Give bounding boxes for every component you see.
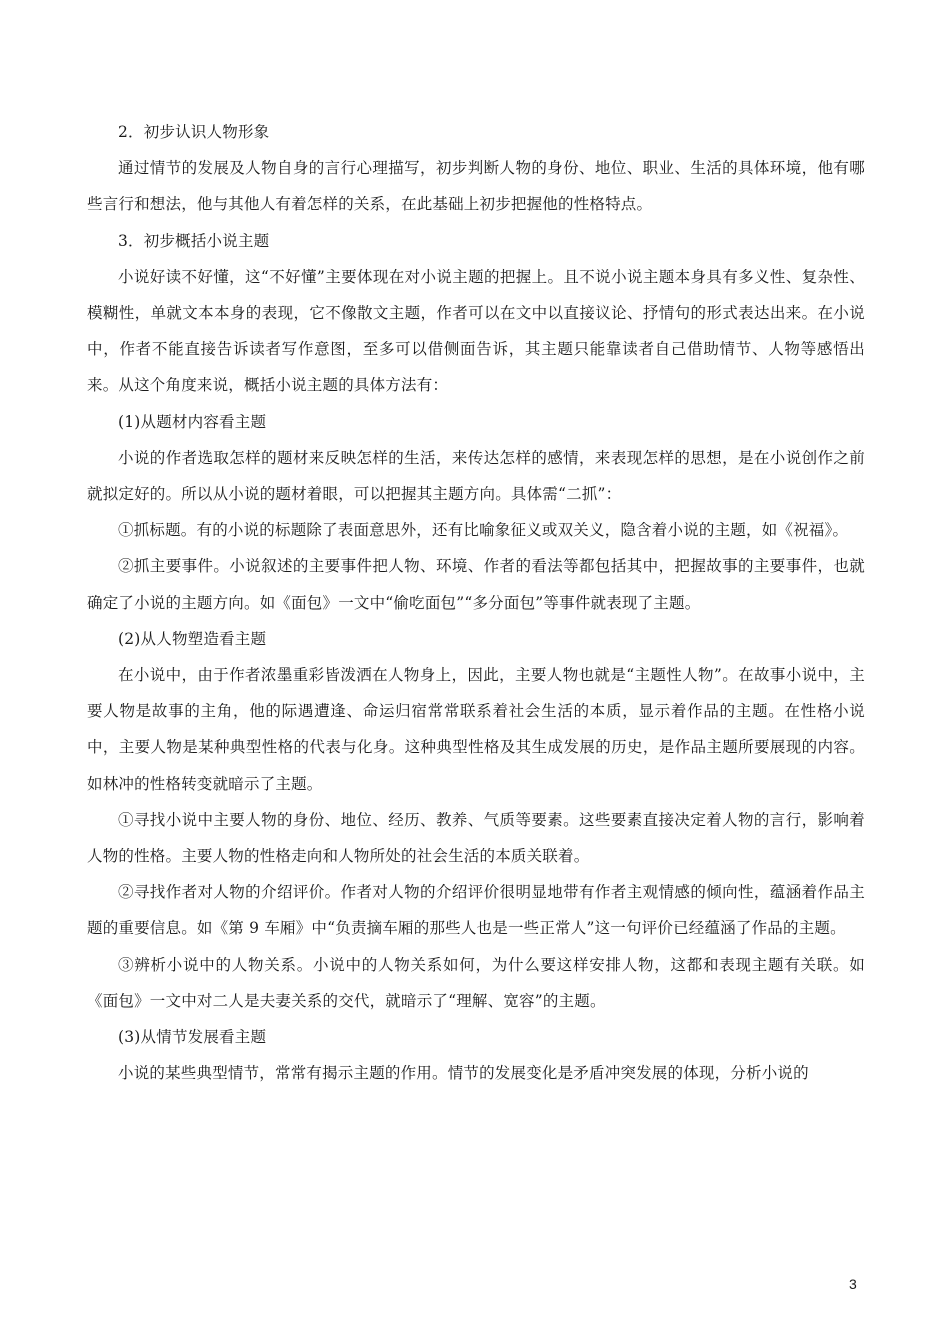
subheading-plot-development: (3)从情节发展看主题 <box>118 1028 267 1047</box>
list-item-author-evaluation: ②寻找作者对人物的介绍评价。作者对人物的介绍评价很明显地带有作者主观情感的倾向性，蕴涵着作品主题的重要信息。如《第 9 车厢》中“负责摘车厢的那些人也是一些正常人”这一句评价已经蕴涵了作品的主题。 <box>87 883 865 938</box>
paragraph-characterization: 在小说中，由于作者浓墨重彩皆泼洒在人物身上，因此，主要人物也就是“主题性人物”。在故事小说中，主要人物是故事的主角，他的际遇遭逢、命运归宿常常联系着社会生活的本质，显示着作品的主题。在性格小说中，主要人物是某种典型性格的代表与化身。这种典型性格及其生成发展的历史，是作品主题所要展现的内容。如林冲的性格转变就暗示了主题。 <box>87 666 865 793</box>
subheading-subject-matter: (1)从题材内容看主题 <box>118 412 267 431</box>
list-item-main-events: ②抓主要事件。小说叙述的主要事件把人物、环境、作者的看法等都包括其中，把握故事的主要事件，也就确定了小说的主题方向。如《面包》一文中“偷吃面包”“多分面包”等事件就表现了主题。 <box>87 557 865 612</box>
section-heading-novel-theme: 3．初步概括小说主题 <box>118 231 270 250</box>
paragraph-plot-development: 小说的某些典型情节，常常有揭示主题的作用。情节的发展变化是矛盾冲突发展的体现，分析小说的 <box>118 1064 809 1083</box>
list-item-character-identity: ①寻找小说中主要人物的身份、地位、经历、教养、气质等要素。这些要素直接决定着人物的言行，影响着人物的性格。主要人物的性格走向和人物所处的社会生活的本质关联着。 <box>87 810 865 866</box>
document-body <box>87 114 865 1091</box>
subheading-characterization: (2)从人物塑造看主题 <box>118 629 267 648</box>
paragraph-character-judgment: 通过情节的发展及人物自身的言行心理描写，初步判断人物的身份、地位、职业、生活的具体环境，他有哪些言行和想法，他与其他人有着怎样的关系，在此基础上初步把握他的性格特点。 <box>87 159 865 214</box>
list-item-title: ①抓标题。有的小说的标题除了表面意思外，还有比喻象征义或双关义，隐含着小说的主题，如《祝福》。 <box>118 521 849 540</box>
section-heading-character-image: 2．初步认识人物形象 <box>118 123 270 141</box>
paragraph-subject-matter: 小说的作者选取怎样的题材来反映怎样的生活，来传达怎样的感情，来表现怎样的思想，是在小说创作之前就拟定好的。所以从小说的题材着眼，可以把握其主题方向。具体需“二抓”： <box>87 448 865 504</box>
list-item-character-relations: ③辨析小说中的人物关系。小说中的人物关系如何，为什么要这样安排人物，这都和表现主题有关联。如《面包》一文中对二人是夫妻关系的交代，就暗示了“理解、宽容”的主题。 <box>87 955 865 1010</box>
paragraph-theme-difficulty: 小说好读不好懂，这“不好懂”主要体现在对小说主题的把握上。且不说小说主题本身具有多义性、复杂性、模糊性，单就文本本身的表现，它不像散文主题，作者可以在文中以直接议论、抒情句的形式表达出来。在小说中，作者不能直接告诉读者写作意图，至多可以借侧面告诉，其主题只能靠读者自己借助情节、人物等感悟出来。从这个角度来说，概括小说主题的具体方法有： <box>87 267 865 395</box>
page-number: 3 <box>849 1276 857 1292</box>
